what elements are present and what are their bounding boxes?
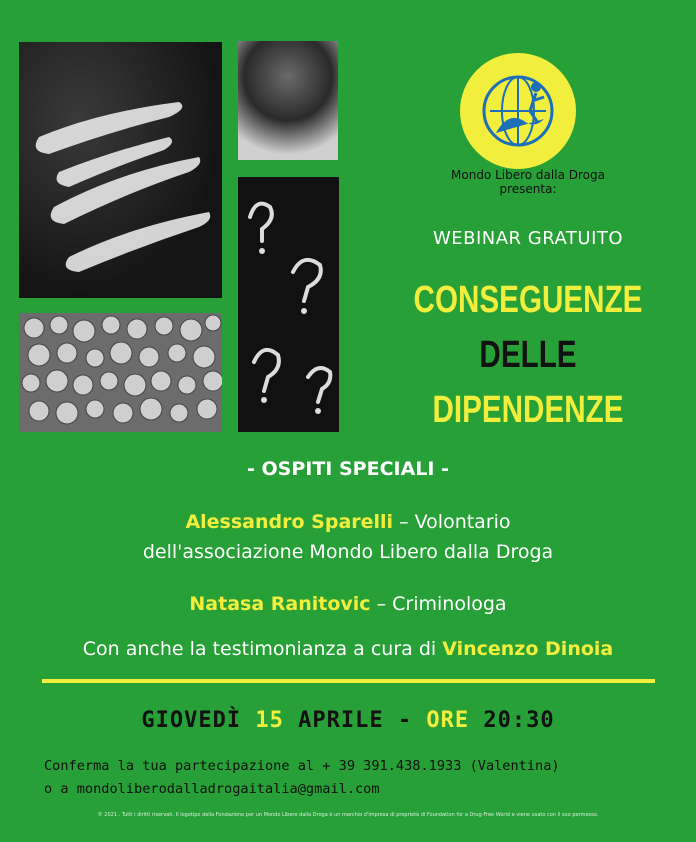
organization-logo	[460, 53, 576, 169]
presents-label: presenta:	[499, 182, 557, 196]
guests-heading: - OSPITI SPECIALI -	[247, 458, 449, 480]
testimony	[0, 638, 696, 660]
pills-photo	[19, 313, 222, 432]
guest-1-role: – Volontario	[393, 511, 511, 533]
guest-1-role-line-2: dell'associazione Mondo Libero dalla Droga	[142, 541, 554, 563]
event-month: APRILE -	[283, 708, 427, 733]
footnote: © 2021 . Tutti i diritti riservati. Il logotipo della Fondazione per un Mondo Libero dalla Droga è un marchio d'impresa di proprietà di Foundation for a Drug-Free World e viene usato con il suo permesso.	[97, 812, 599, 818]
event-date-time	[0, 708, 696, 733]
testimony-name: Vincenzo Dinoia	[442, 638, 614, 660]
guest-1-name: Alessandro Sparelli	[185, 511, 394, 533]
guest-2-name: Natasa Ranitovic	[189, 593, 371, 615]
guest-2	[0, 593, 696, 615]
guest-1	[0, 511, 696, 533]
event-time: 20:30	[469, 708, 555, 733]
title-line-1: CONSEGUENZE	[413, 279, 643, 321]
confirm-text: Conferma la tua partecipazione al + 39 391.438.1933 (Valentina)	[44, 758, 560, 774]
organization-name: Mondo Libero dalla Droga	[451, 168, 605, 182]
powder-lines-photo	[19, 42, 222, 298]
event-day: GIOVEDÌ	[141, 708, 256, 733]
webinar-label: WEBINAR GRATUITO	[432, 228, 624, 249]
divider	[42, 679, 655, 683]
contact-email: o a mondoliberodalladrogaitalia@gmail.com	[44, 781, 380, 797]
title-line-2: DELLE	[479, 334, 577, 376]
rock-photo	[238, 41, 338, 160]
testimony-prefix: Con anche la testimonianza a cura di	[82, 638, 443, 660]
question-marks-photo	[238, 177, 339, 432]
title-line-3: DIPENDENZE	[432, 389, 624, 431]
event-time-label: ORE	[426, 708, 470, 733]
event-date: 15	[255, 708, 284, 733]
guest-2-role: – Criminologa	[370, 593, 507, 615]
